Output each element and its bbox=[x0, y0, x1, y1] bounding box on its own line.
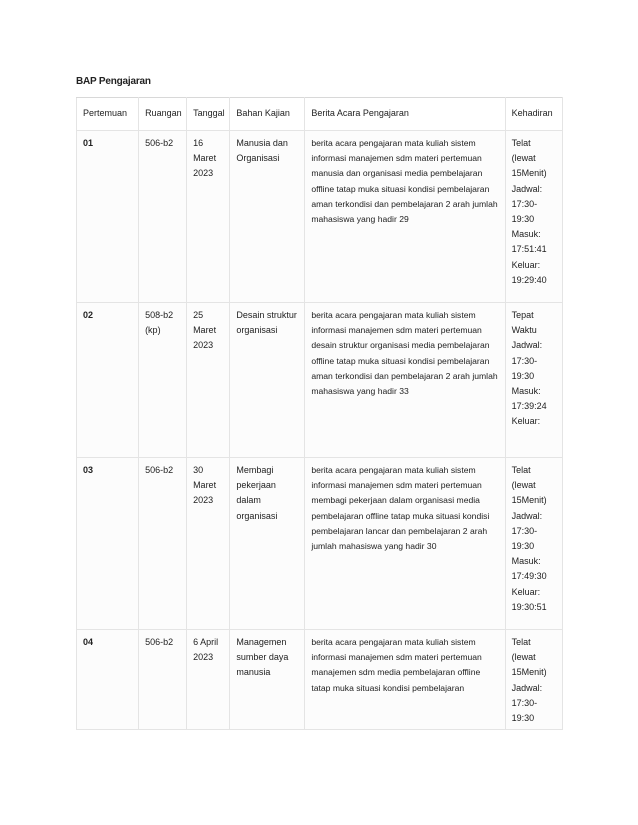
page-title: BAP Pengajaran bbox=[76, 76, 151, 87]
kehadiran-jadwal: Jadwal: 17:30-19:30 bbox=[511, 183, 543, 225]
header-tanggal: Tanggal bbox=[187, 98, 230, 131]
table-row bbox=[77, 630, 563, 730]
cell-berita-acara: berita acara pengajaran mata kuliah sistem informasi manajemen sdm materi pertemuan desain struktur organisasi media pembelajaran offline tatap muka situasi kondisi pembelajaran aman terkondisi dan pembelajaran 2 arah jumlah mahasiswa yang hadir 33 bbox=[305, 303, 505, 458]
cell-tanggal: 16 Maret 2023 bbox=[187, 131, 230, 303]
table-body bbox=[77, 131, 563, 730]
cell-bahan-kajian: Desain struktur organisasi bbox=[230, 303, 305, 458]
kehadiran-status: Telat (lewat 15Menit) bbox=[511, 138, 547, 179]
kehadiran-status: Telat (lewat 15Menit) bbox=[511, 465, 547, 506]
cell-kehadiran bbox=[505, 131, 562, 303]
header-ruangan: Ruangan bbox=[139, 98, 187, 131]
kehadiran-keluar: Keluar: 19:30:51 bbox=[511, 586, 547, 612]
cell-bahan-kajian: Manusia dan Organisasi bbox=[230, 131, 305, 303]
kehadiran-jadwal: Jadwal: 17:30-19:30 bbox=[511, 340, 543, 381]
kehadiran-jadwal: Jadwal: 17:30-19:30 bbox=[511, 682, 543, 724]
cell-berita-acara: berita acara pengajaran mata kuliah sistem informasi manajemen sdm materi pertemuan manusia dan organisasi media pembelajaran offline tatap muka situasi kondisi pembelajaran aman terkondisi dan pembelajaran 2 arah jumlah mahasiswa yang hadir 29 bbox=[305, 131, 505, 303]
kehadiran-status: Tepat Waktu bbox=[511, 310, 537, 336]
kehadiran-jadwal: Jadwal: 17:30-19:30 bbox=[511, 510, 543, 552]
bap-table bbox=[76, 97, 563, 730]
cell-pertemuan: 02 bbox=[77, 303, 139, 458]
header-berita-acara: Berita Acara Pengajaran bbox=[305, 98, 505, 131]
cell-ruangan: 508-b2 (kp) bbox=[139, 303, 187, 458]
table-header bbox=[77, 98, 563, 131]
cell-berita-acara: berita acara pengajaran mata kuliah sistem informasi manajemen sdm materi pertemuan membagi pekerjaan dalam organisasi media pembelajaran offline tatap muka situasi kondisi pembelajaran lancar dan pembelajaran 2 arah jumlah mahasiswa yang hadir 30 bbox=[305, 458, 505, 630]
cell-berita-acara: berita acara pengajaran mata kuliah sistem informasi manajemen sdm materi pertemuan manajemen sdm media pembelajaran offline tatap muka situasi kondisi pembelajaran bbox=[305, 630, 505, 730]
table-row bbox=[77, 131, 563, 303]
cell-kehadiran bbox=[505, 630, 562, 730]
kehadiran-status: Telat (lewat 15Menit) bbox=[511, 637, 547, 678]
cell-kehadiran bbox=[505, 303, 562, 458]
kehadiran-masuk: Masuk: 17:49:30 bbox=[511, 556, 547, 582]
kehadiran-masuk: Masuk: 17:39:24 bbox=[511, 386, 547, 412]
kehadiran-keluar: Keluar: 19:29:40 bbox=[511, 259, 547, 285]
header-row bbox=[77, 98, 563, 131]
cell-tanggal: 30 Maret 2023 bbox=[187, 458, 230, 630]
cell-bahan-kajian: Managemen sumber daya manusia bbox=[230, 630, 305, 730]
table-row bbox=[77, 303, 563, 458]
cell-ruangan: 506-b2 bbox=[139, 630, 187, 730]
header-bahan-kajian: Bahan Kajian bbox=[230, 98, 305, 131]
cell-pertemuan: 01 bbox=[77, 131, 139, 303]
cell-tanggal: 25 Maret 2023 bbox=[187, 303, 230, 458]
cell-pertemuan: 03 bbox=[77, 458, 139, 630]
header-pertemuan: Pertemuan bbox=[77, 98, 139, 131]
kehadiran-masuk: Masuk: 17:51:41 bbox=[511, 229, 547, 255]
header-kehadiran: Kehadiran bbox=[505, 98, 562, 131]
cell-ruangan: 506-b2 bbox=[139, 458, 187, 630]
cell-bahan-kajian: Membagi pekerjaan dalam organisasi bbox=[230, 458, 305, 630]
cell-ruangan: 506-b2 bbox=[139, 131, 187, 303]
cell-kehadiran bbox=[505, 458, 562, 630]
kehadiran-keluar: Keluar: bbox=[511, 416, 541, 427]
table-row bbox=[77, 458, 563, 630]
cell-tanggal: 6 April 2023 bbox=[187, 630, 230, 730]
cell-pertemuan: 04 bbox=[77, 630, 139, 730]
